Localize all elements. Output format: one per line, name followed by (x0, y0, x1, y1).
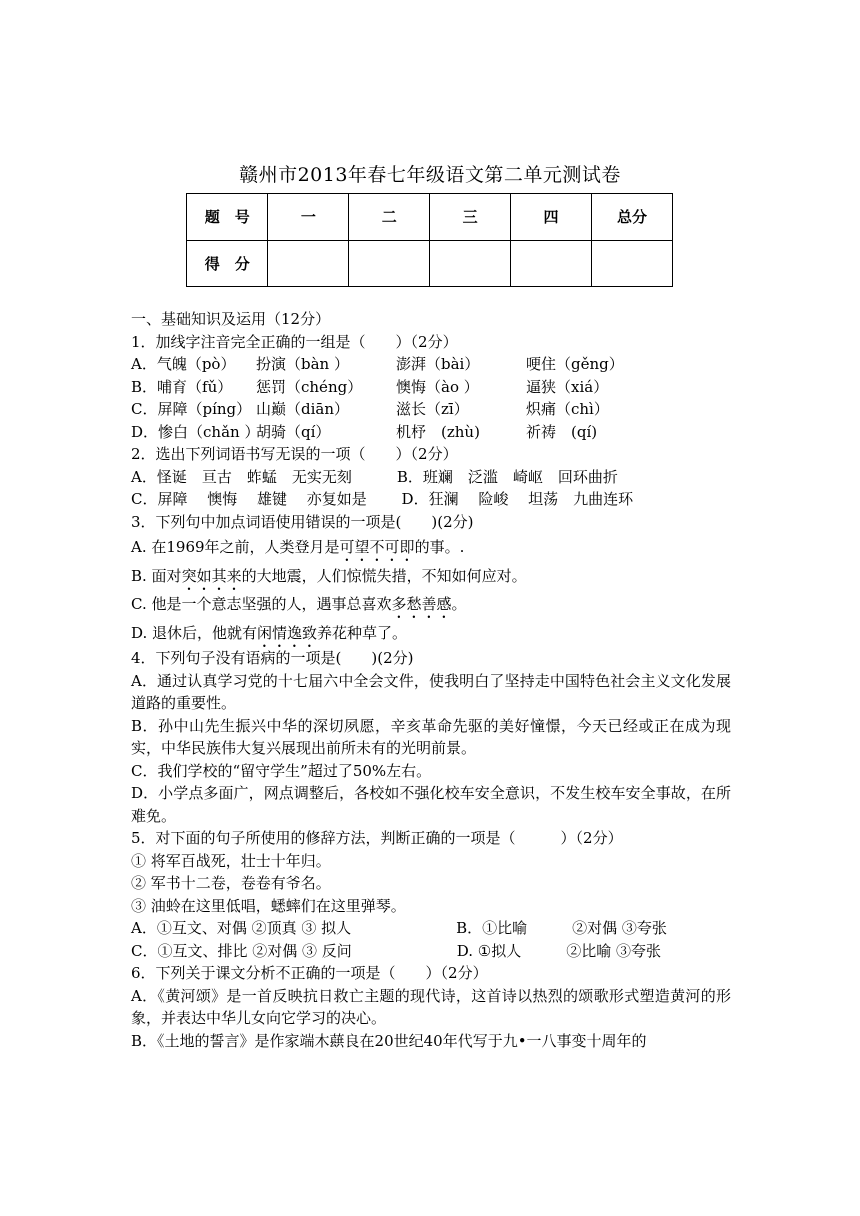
option-item: B．哺育（fǔ） (131, 377, 233, 396)
option-item: 山巅（diān） (256, 400, 350, 418)
option-row (131, 353, 731, 376)
option-item: 逼狭（xiá） (526, 377, 609, 396)
option-line: C．屏障 懊悔 雄键 亦复如是 D．狂澜 险峻 坦荡 九曲连环 (131, 490, 634, 508)
score-header-cell: 总分 (592, 194, 673, 241)
score-header-cell: 四 (511, 194, 592, 241)
question-stem: 1．加线字注音完全正确的一组是（ ）（2分） (131, 332, 458, 351)
question-stem: 3．下列句中加点词语使用错误的一项是( )(2分) (131, 512, 474, 531)
score-table (186, 193, 673, 287)
question-stem: 6．下列关于课文分析不正确的一项是（ ）（2分） (131, 964, 488, 982)
score-cell (430, 240, 511, 287)
option-item: 滋长（zī） (396, 400, 469, 418)
option-line (131, 590, 731, 619)
score-header-cell: 二 (349, 194, 430, 241)
option-paragraph: A．①互文、对偶 ②顶真 ③ 拟人 B．①比喻 ②对偶 ③夸张 (131, 919, 667, 937)
sentence-line: ② 军书十二卷，卷卷有爷名。 (131, 874, 331, 892)
score-header-cell: 三 (430, 194, 511, 241)
dotted-phrase: 可望不可即 (339, 538, 415, 556)
option-text: 的大地震，人们惊慌失措，不知如何应对。 (241, 566, 527, 585)
score-table-header-row (187, 194, 673, 241)
option-text: B. 面对 (131, 566, 182, 585)
question-stem: 5．对下面的句子所使用的修辞方法，判断正确的一项是（ ）（2分） (131, 829, 623, 847)
score-header-cell: 题 号 (187, 194, 268, 241)
option-item: 炽痛（chì） (526, 400, 609, 418)
dotted-phrase: 突如其来 (181, 566, 242, 585)
question-stem: 2．选出下列词语书写无误的一项（ ）（2分） (131, 445, 458, 463)
dotted-phrase: 闲情逸致 (257, 623, 318, 642)
option-paragraph: D．小学点多面广，网点调整后，各校如不强化校车安全意识，不发生校车安全事故，在所难免。 (131, 784, 731, 825)
score-cell (268, 240, 349, 287)
option-item: A．气魄（pò） (131, 355, 236, 373)
option-text: 的事。. (414, 538, 465, 556)
option-line: B．《土地的誓言》是作家端木蕻良在20世纪40年代写于九•一八事变十周年的 (131, 1031, 647, 1050)
option-row (131, 376, 731, 399)
option-item: C．屏障（píng） (131, 400, 252, 418)
exam-body (131, 308, 731, 1052)
option-paragraph: B．孙中山先生振兴中华的深切夙愿，辛亥革命先驱的美好憧憬，今天已经或正在成为现实，中华民族伟大复兴展现出前所未有的光明前景。 (131, 716, 731, 757)
option-text: D. 退休后，他就有 (131, 623, 258, 642)
dotted-phrase: 多愁善感 (391, 595, 452, 613)
option-line (131, 619, 731, 648)
option-item: 机杼 (zhù) (396, 422, 480, 441)
score-table-score-row (187, 240, 673, 287)
score-cell (349, 240, 430, 287)
option-text: C. 他是一个意志坚强的人，遇事总喜欢 (131, 595, 392, 613)
option-line: C．我们学校的“留守学生”超过了50%左右。 (131, 761, 432, 780)
option-item: 扮演（bàn ） (256, 355, 349, 373)
option-row (131, 398, 731, 421)
question-stem: 4．下列句子没有语病的一项是( )(2分) (131, 649, 414, 667)
score-cell (592, 240, 673, 287)
option-item: 懊悔（ào ） (396, 377, 479, 396)
option-item: 澎湃（bài） (396, 355, 480, 373)
sentence-line: ③ 油蛉在这里低唱，蟋蟀们在这里弹琴。 (131, 896, 406, 915)
score-header-cell: 一 (268, 194, 349, 241)
section-title: 一、基础知识及运用（12分） (131, 310, 331, 328)
option-paragraph: A．通过认真学习党的十七届六中全会文件，使我明白了坚持走中国特色社会主义文化发展道路的重要性。 (131, 671, 731, 712)
option-paragraph: C．①互文、排比 ②对偶 ③ 反问 D. ①拟人 ②比喻 ③夸张 (131, 941, 662, 960)
option-line (131, 562, 731, 591)
option-text: 养花种草了。 (317, 623, 408, 642)
option-line (131, 533, 731, 562)
score-row-label: 得 分 (187, 240, 268, 287)
option-item: 祈祷 (qí) (526, 422, 598, 441)
sentence-line: ① 将军百战死，壮士十年归。 (131, 851, 331, 870)
option-item: 惩罚（chéng） (256, 377, 363, 396)
option-text: A. 在1969年之前，人类登月是 (131, 538, 340, 556)
option-line: A．怪诞 亘古 蚱蜢 无实无刻 B．班斓 泛滥 崎岖 回环曲折 (131, 467, 618, 486)
option-item: D．惨白（chǎn ） (131, 422, 260, 441)
option-paragraph: A．《黄河颂》是一首反映抗日救亡主题的现代诗，这首诗以热烈的颂歌形式塑造黄河的形象，并表达中华儿女向它学习的决心。 (131, 986, 731, 1027)
option-text: 。 (451, 595, 467, 613)
option-item: 胡骑（qí） (256, 422, 331, 441)
option-item: 哽住（gěng） (526, 355, 624, 373)
page-title: 赣州市2013年春七年级语文第二单元测试卷 (239, 164, 621, 186)
score-cell (511, 240, 592, 287)
option-row (131, 421, 731, 444)
